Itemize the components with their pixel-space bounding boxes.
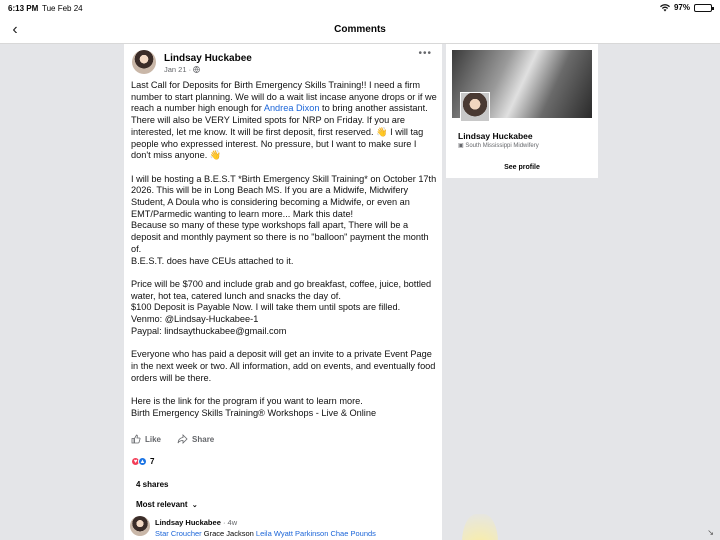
wifi-icon (660, 4, 670, 12)
post-meta (164, 65, 200, 74)
sort-label: Most relevant (136, 500, 188, 509)
profile-name[interactable]: Lindsay Huckabee (458, 131, 533, 141)
share-button[interactable] (177, 434, 214, 444)
chevron-left-icon[interactable]: ‹ (12, 21, 18, 38)
post-paragraph-4: Everyone who has paid a deposit will get an invite to a private Event Page in the next week or two. All information, add on events, and eventually food orders will be there. (131, 349, 436, 383)
profile-subtitle-text: South Mississippi Midwifery (465, 143, 539, 149)
status-time: 6:13 PM (8, 4, 39, 13)
cover-photo[interactable] (452, 50, 592, 118)
chevron-down-icon: ⌄ (191, 502, 198, 509)
post-date: Jan 21 · (164, 65, 194, 74)
comment-author-line (155, 518, 237, 527)
see-profile-button[interactable]: See profile (504, 164, 540, 171)
post-paragraph-1a: Last Call for Deposits for Birth Emergency Skills Training!! I need a firm number to start planning. We will do a wait list incase anyone drops or if we reach a number high enough for (131, 80, 437, 114)
post-author[interactable]: Lindsay Huckabee (164, 53, 252, 64)
reaction-count: 7 (150, 457, 155, 466)
profile-thumbnail[interactable] (460, 92, 490, 122)
more-options-icon[interactable]: ••• (418, 48, 432, 59)
mention-link[interactable]: Andrea Dixon (263, 103, 320, 114)
header (0, 16, 720, 44)
comment-time-separator: · (222, 518, 228, 527)
status-right (660, 3, 712, 12)
heart-reaction-icon: ♥ (131, 457, 140, 466)
avatar[interactable] (132, 50, 156, 74)
comment-time: 4w (227, 518, 238, 527)
post-card (124, 44, 442, 540)
reactions-summary[interactable] (131, 457, 154, 466)
status-date: Tue Feb 24 (42, 4, 83, 13)
page-title: Comments (334, 24, 386, 35)
battery-percent: 97% (673, 3, 690, 12)
shares-count[interactable]: 4 shares (136, 480, 169, 489)
post-paragraph-1b: to bring another assistant. There will also be VERY Limited spots for NRP on Friday. If you are interested, let me know. It will be first deposit, first reserved. 👋 I will tag people who expressed interest. No pressure, but I want to make sure I don't miss anyone. 👋 (131, 103, 428, 161)
post-text (131, 80, 437, 419)
battery-icon (694, 4, 712, 12)
tag-link[interactable]: Chae Pounds (330, 529, 376, 538)
building-icon: ▣ (458, 143, 464, 149)
decorative-glow (462, 514, 498, 540)
post-paragraph-5: Here is the link for the program if you want to learn more. Birth Emergency Skills Training® Workshops - Live & Online (131, 395, 377, 418)
comment-avatar[interactable] (130, 516, 150, 536)
tag-link[interactable]: Leila Wyatt Parkinson (255, 529, 329, 538)
profile-subtitle (458, 142, 539, 149)
comment-tags (155, 529, 376, 538)
tag-link[interactable]: Star Croucher (155, 529, 202, 538)
post-paragraph-3: Price will be $700 and include grab and go breakfast, coffee, juice, bottled water, hot tea, catered lunch and snacks the day of. $100 Deposit is Payable Now. I will take them until spots are filled. Venmo: @Lindsay-Huckabee-1 Paypal: lindsaythuckabee@gmail.com (131, 278, 432, 336)
like-label: Like (145, 434, 162, 444)
tag-text[interactable]: Grace Jackson (203, 529, 254, 538)
sort-dropdown[interactable] (136, 500, 198, 509)
share-label: Share (192, 434, 215, 444)
post-paragraph-2: I will be hosting a B.E.S.T *Birth Emergency Skill Training* on October 17th 2026. This will be in Long Beach MS. If you are a Midwife, Midwifery Student, A Doula who is considering becoming a Midwife, or even an EMT/Parmedic wanting to learn more... Mark this date! Because so many of these type workshops fall apart, There will be a deposit and monthly payment so there is no "balloon" payment the month of. B.E.S.T. does have CEUs attached to it. (131, 173, 437, 266)
post-actions (131, 434, 214, 444)
globe-icon (193, 66, 200, 73)
comment-author[interactable]: Lindsay Huckabee (155, 518, 221, 527)
thumbs-up-icon (131, 434, 141, 444)
profile-card (446, 44, 598, 178)
share-icon (177, 434, 188, 444)
like-reaction-icon: ▲ (139, 458, 146, 465)
resize-corner-icon: ↘ (707, 528, 714, 537)
status-bar (0, 0, 720, 16)
like-button[interactable] (131, 434, 161, 444)
